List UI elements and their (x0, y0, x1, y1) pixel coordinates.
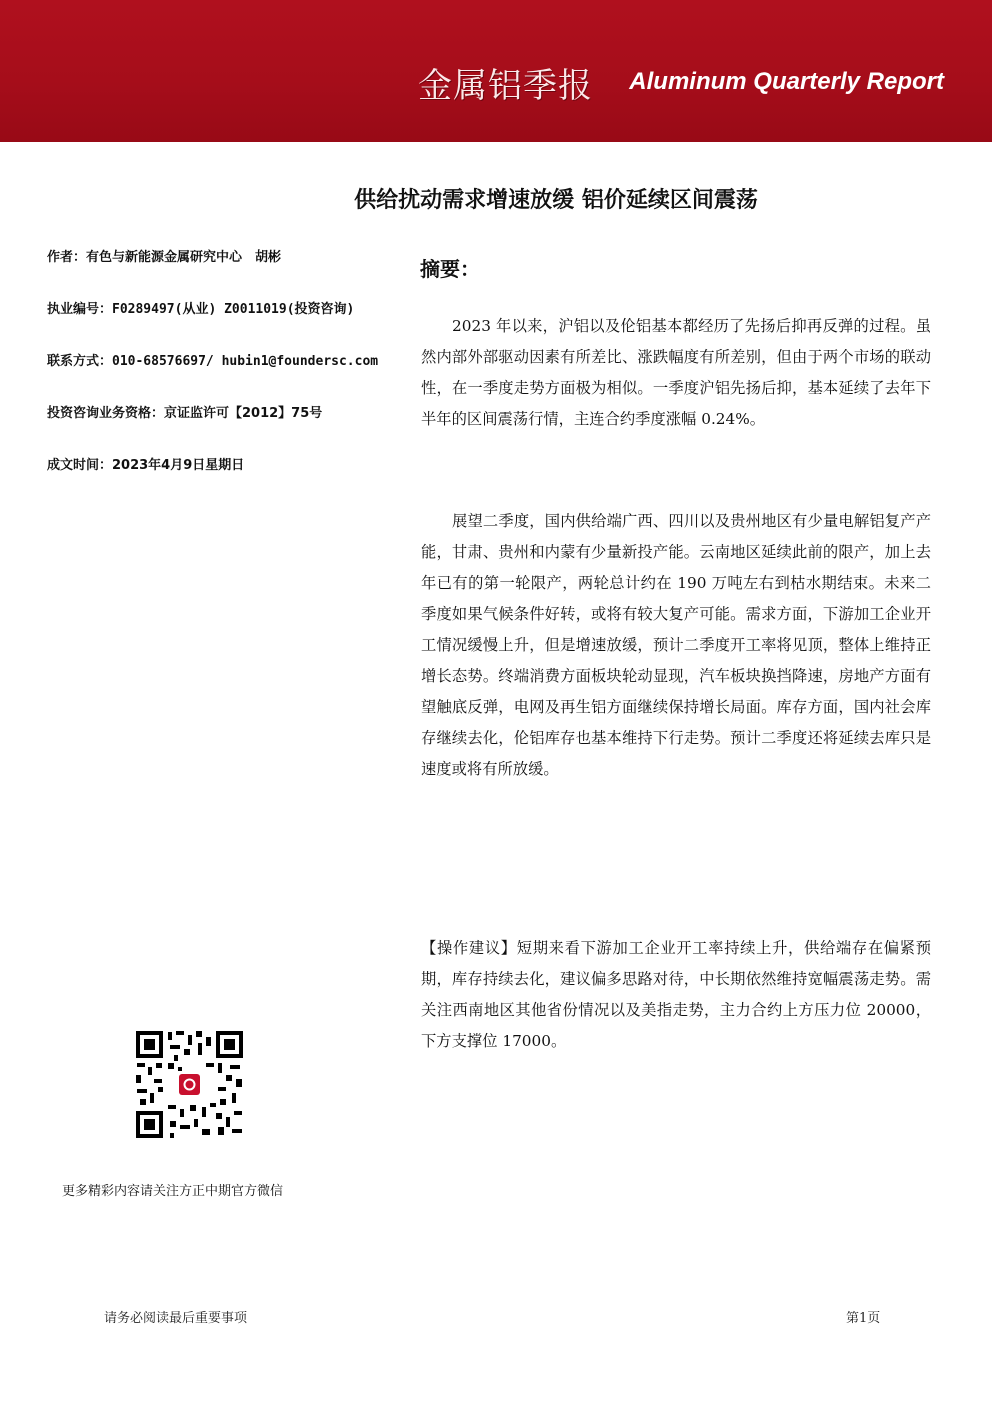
abstract-heading: 摘要： (420, 257, 480, 281)
contact-line: 联系方式：010-68576697/ hubin1@foundersc.com (47, 354, 379, 369)
qr-caption: 更多精彩内容请关注方正中期官方微信 (62, 1184, 284, 1199)
operation-advice-paragraph: 【操作建议】短期来看下游加工企业开工率持续上升，供给端存在偏紧预期，库存持续去化，建议偏多思路对待，中长期依然维持宽幅震荡走势。需关注西南地区其他省份情况以及美指走势，主力合约上方压力位 20000，下方支撑位 17000。 (421, 939, 931, 1050)
abstract-paragraph-1: 2023 年以来，沪铝以及伦铝基本都经历了先扬后抑再反弹的过程。虽然内部外部驱动因素有所差比、涨跌幅度有所差别，但由于两个市场的联动性，在一季度走势方面极为相似。一季度沪铝先扬后抑，基本延续了去年下半年的区间震荡行情，主连合约季度涨幅 0.24%。 (421, 317, 931, 428)
header-title-en: Aluminum Quarterly Report (629, 68, 944, 95)
report-header-banner (0, 0, 992, 142)
author-line: 作者：有色与新能源金属研究中心 胡彬 (47, 250, 282, 265)
abstract-paragraph-2: 展望二季度，国内供给端广西、四川以及贵州地区有少量电解铝复产产能，甘肃、贵州和内蒙有少量新投产能。云南地区延续此前的限产，加上去年已有的第一轮限产，两轮总计约在 190 万吨左右到枯水期结束。未来二季度如果气候条件好转，或将有较大复产可能。需求方面，下游加工企业开工情况缓慢上升，但是增速放缓，预计二季度开工率将见顶，整体上维持正增长态势。终端消费方面板块轮动显现，汽车板块换挡降速，房地产方面有望触底反弹，电网及再生铝方面继续保持增长局面。库存方面，国内社会库存继续去化，伦铝库存也基本维持下行走势。预计二季度还将延续去库只是速度或将有所放缓。 (421, 512, 931, 778)
report-title: 供给扰动需求增速放缓 铝价延续区间震荡 (354, 188, 758, 213)
footer-notice: 请务必阅读最后重要事项 (104, 1311, 248, 1326)
page-number: 第1页 (846, 1311, 881, 1326)
wechat-qr-code (134, 1029, 245, 1140)
license-line: 执业编号：F0289497(从业) Z0011019(投资咨询) (47, 302, 355, 317)
header-title-cn: 金属铝季报 (418, 66, 593, 106)
qualification-line: 投资咨询业务资格：京证监许可【2012】75号 (47, 406, 323, 421)
date-line: 成文时间：2023年4月9日星期日 (47, 458, 245, 473)
